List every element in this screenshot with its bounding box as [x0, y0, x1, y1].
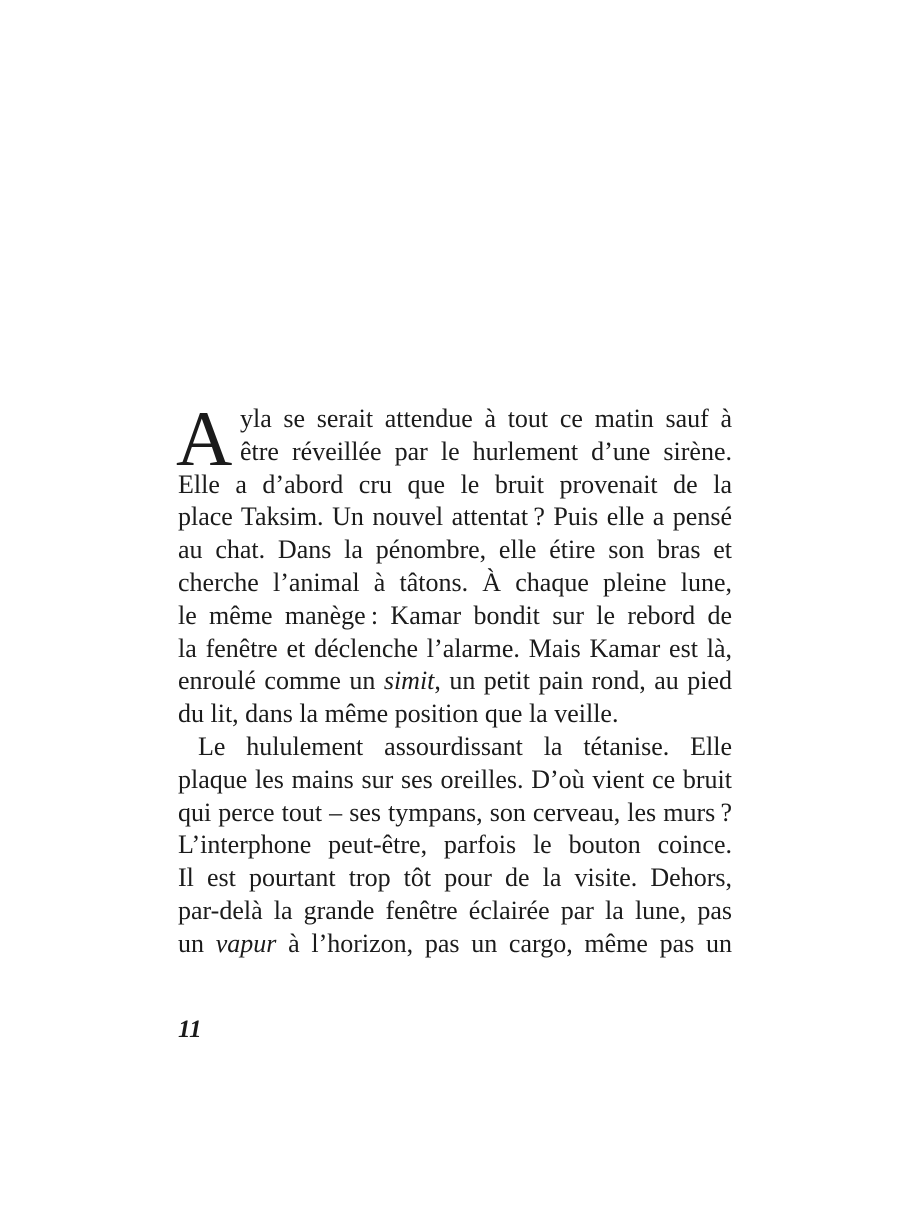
text-line: Elle a d’abord cru que le bruit provenait de la — [178, 469, 732, 499]
text-line: un vapur à l’horizon, pas un cargo, même pas un — [178, 928, 732, 958]
paragraph-2 — [178, 731, 732, 961]
text-block — [176, 395, 732, 961]
italic-word: simit — [383, 666, 435, 696]
text-line: au chat. Dans la pénombre, elle étire son bras et — [178, 535, 732, 565]
text-line: cherche l’animal à tâtons. À chaque pleine lune, — [178, 567, 732, 597]
text-line: du lit, dans la même position que la veille. — [178, 699, 619, 729]
text-line: enroulé comme un simit, un petit pain rond, au pied — [178, 666, 732, 696]
drop-cap-letter: A — [176, 395, 233, 482]
text-line: être réveillée par le hurlement d’une sirène. — [240, 436, 732, 466]
page-number: 11 — [178, 1016, 202, 1043]
text-line: plaque les mains sur ses oreilles. D’où vient ce bruit — [178, 764, 732, 794]
text-line: yla se serait attendue à tout ce matin sauf à — [240, 404, 732, 433]
text-line: qui perce tout – ses tympans, son cerveau, les murs ? — [178, 797, 732, 827]
text-line: place Taksim. Un nouvel attentat ? Puis elle a pensé — [178, 502, 732, 532]
text-line: le même manège : Kamar bondit sur le rebord de — [178, 600, 732, 630]
text-line: Le hululement assourdissant la tétanise. Elle — [198, 731, 732, 761]
text-line: Il est pourtant trop tôt pour de la visite. Dehors, — [178, 863, 732, 893]
text-line: par-delà la grande fenêtre éclairée par la lune, pas — [178, 895, 732, 925]
paragraph-1 — [176, 395, 732, 731]
text-line: la fenêtre et déclenche l’alarme. Mais Kamar est là, — [178, 633, 732, 663]
italic-word: vapur — [215, 928, 277, 958]
text-line: L’interphone peut-être, parfois le bouton coince. — [178, 830, 732, 860]
